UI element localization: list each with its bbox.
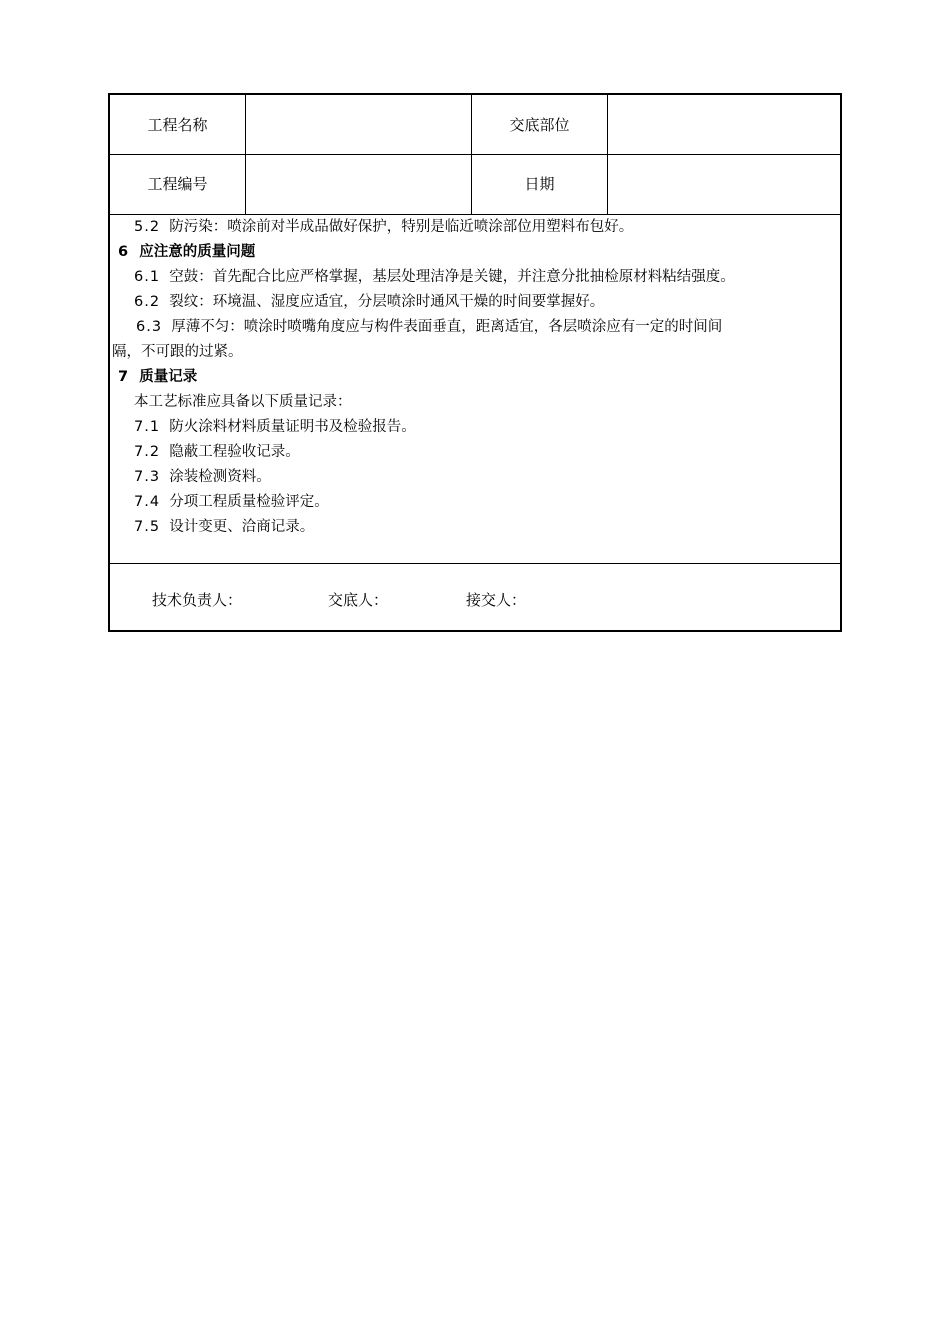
location-label: 交底部位 <box>509 116 570 134</box>
item-number: 7.3 <box>134 469 161 485</box>
section-number: 7 <box>118 369 130 385</box>
item-text: 防污染：喷涂前对半成品做好保护，特别是临近喷涂部位用塑料布包好。 <box>169 219 634 235</box>
receiver-signature-label: 接交人： <box>466 591 527 609</box>
item-7-5 <box>134 517 314 537</box>
item-6-3 <box>136 317 722 337</box>
item-7-3 <box>134 467 271 487</box>
presenter-signature-label: 交底人： <box>328 591 389 609</box>
tech-lead-signature-label: 技术负责人： <box>152 591 243 609</box>
section-6-heading <box>118 242 255 262</box>
col-divider-2 <box>471 95 472 214</box>
item-text: 涂装检测资料。 <box>169 469 271 485</box>
item-text: 防火涂料材料质量证明书及检验报告。 <box>169 419 416 435</box>
section-7-heading <box>118 367 197 387</box>
item-7-2 <box>134 442 300 462</box>
item-number: 7.2 <box>134 444 161 460</box>
item-number: 6.1 <box>134 269 161 285</box>
item-number: 7.1 <box>134 419 161 435</box>
item-text: 隐蔽工程验收记录。 <box>169 444 300 460</box>
date-label: 日期 <box>524 175 555 193</box>
item-number: 7.4 <box>134 494 161 510</box>
section-title: 质量记录 <box>139 369 198 385</box>
col-divider-1 <box>245 95 246 214</box>
item-7-4 <box>134 492 329 512</box>
col-divider-3 <box>607 95 608 214</box>
item-6-3-continued: 隔，不可跟的过紧。 <box>112 344 243 360</box>
item-number: 5.2 <box>134 219 161 235</box>
item-text: 空鼓：首先配合比应严格掌握，基层处理洁净是关键，并注意分批抽检原材料粘结强度。 <box>169 269 735 285</box>
records-intro: 本工艺标准应具备以下质量记录： <box>134 394 352 410</box>
item-number: 7.5 <box>134 519 161 535</box>
row-divider-1 <box>110 154 840 155</box>
row-divider-3 <box>110 563 840 564</box>
technical-disclosure-table <box>108 93 842 632</box>
item-text: 设计变更、洽商记录。 <box>169 519 315 535</box>
section-title: 应注意的质量问题 <box>139 244 256 260</box>
item-number: 6.3 <box>136 319 163 335</box>
project-no-label: 工程编号 <box>147 175 208 193</box>
item-6-1 <box>134 267 735 287</box>
section-number: 6 <box>118 244 130 260</box>
project-name-label: 工程名称 <box>147 116 208 134</box>
item-number: 6.2 <box>134 294 161 310</box>
item-6-2 <box>134 292 604 312</box>
row-divider-2 <box>110 214 840 215</box>
item-text: 裂纹：环境温、湿度应适宜，分层喷涂时通风干燥的时间要掌握好。 <box>169 294 605 310</box>
item-text: 分项工程质量检验评定。 <box>169 494 329 510</box>
item-text: 厚薄不匀：喷涂时喷嘴角度应与构件表面垂直，距离适宜，各层喷涂应有一定的时间间 <box>171 319 723 335</box>
item-5-2 <box>134 217 633 237</box>
item-7-1 <box>134 417 416 437</box>
